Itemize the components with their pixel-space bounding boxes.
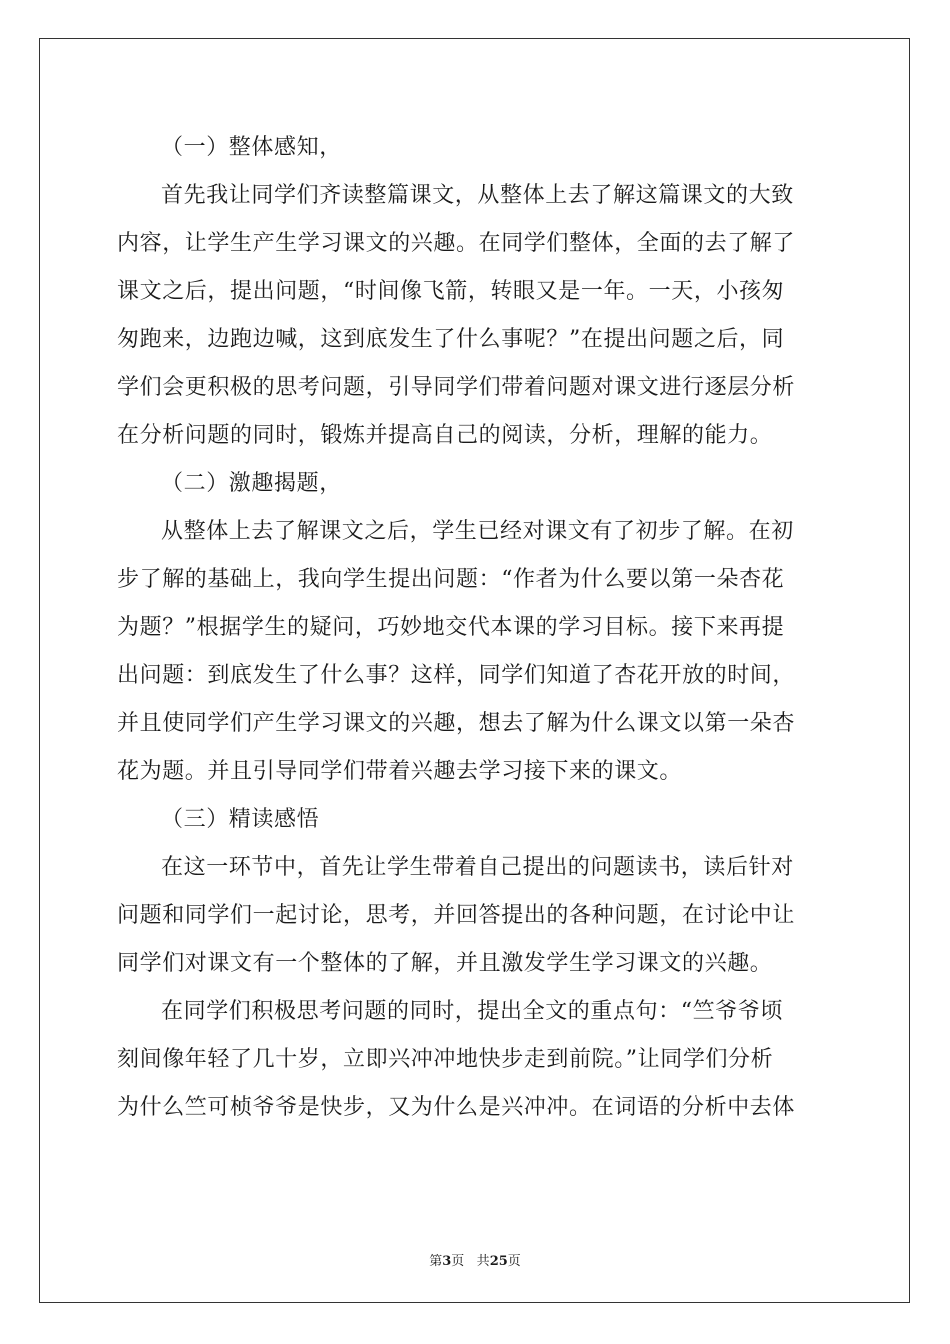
paragraph-line: 首先我让同学们齐读整篇课文，从整体上去了解这篇课文的大致 bbox=[161, 183, 794, 208]
section-heading-2: （二）激趣揭题， bbox=[161, 471, 342, 496]
paragraph-line: 在同学们积极思考问题的同时，提出全文的重点句：“竺爷爷顷 bbox=[161, 999, 784, 1024]
paragraph-line: 步了解的基础上，我向学生提出问题：“作者为什么要以第一朵杏花 bbox=[117, 567, 785, 592]
paragraph-line: 在这一环节中，首先让学生带着自己提出的问题读书，读后针对 bbox=[161, 855, 794, 880]
footer-total-prefix: 共 bbox=[476, 1254, 490, 1269]
paragraph-line: 同学们对课文有一个整体的了解，并且激发学生学习课文的兴趣。 bbox=[117, 951, 773, 976]
section-heading-1: （一）整体感知， bbox=[161, 135, 342, 160]
footer-total-suffix: 页 bbox=[507, 1254, 521, 1269]
paragraph-line: 并且使同学们产生学习课文的兴趣，想去了解为什么课文以第一朵杏 bbox=[117, 711, 796, 736]
document-body bbox=[117, 124, 833, 1132]
paragraph-line: 为题？”根据学生的疑问，巧妙地交代本课的学习目标。接下来再提 bbox=[117, 615, 785, 640]
total-pages: 25 bbox=[489, 1254, 508, 1269]
paragraph-line: 学们会更积极的思考问题，引导同学们带着问题对课文进行逐层分析 bbox=[117, 375, 796, 400]
paragraph-line: 在分析问题的同时，锻炼并提高自己的阅读，分析，理解的能力。 bbox=[117, 423, 773, 448]
paragraph-line: 匆跑来，边跑边喊，这到底发生了什么事呢？”在提出问题之后，同 bbox=[117, 327, 785, 352]
paragraph-line: 内容，让学生产生学习课文的兴趣。在同学们整体，全面的去了解了 bbox=[117, 231, 796, 256]
paragraph-line: 出问题：到底发生了什么事？这样，同学们知道了杏花开放的时间， bbox=[117, 663, 796, 688]
paragraph-line: 花为题。并且引导同学们带着兴趣去学习接下来的课文。 bbox=[117, 759, 683, 784]
paragraph-line: 从整体上去了解课文之后，学生已经对课文有了初步了解。在初 bbox=[161, 519, 794, 544]
page-number: 3 bbox=[442, 1254, 452, 1269]
footer-page-suffix: 页 bbox=[451, 1254, 465, 1269]
footer-prefix: 第 bbox=[429, 1254, 443, 1269]
page-footer bbox=[0, 1250, 950, 1269]
section-heading-3: （三）精读感悟 bbox=[161, 807, 320, 832]
paragraph-line: 为什么竺可桢爷爷是快步，又为什么是兴冲冲。在词语的分析中去体 bbox=[117, 1095, 796, 1120]
paragraph-line: 刻间像年轻了几十岁，立即兴冲冲地快步走到前院。”让同学们分析 bbox=[117, 1047, 774, 1072]
paragraph-line: 课文之后，提出问题，“时间像飞箭，转眼又是一年。一天，小孩匆 bbox=[117, 279, 785, 304]
paragraph-line: 问题和同学们一起讨论，思考，并回答提出的各种问题，在讨论中让 bbox=[117, 903, 796, 928]
